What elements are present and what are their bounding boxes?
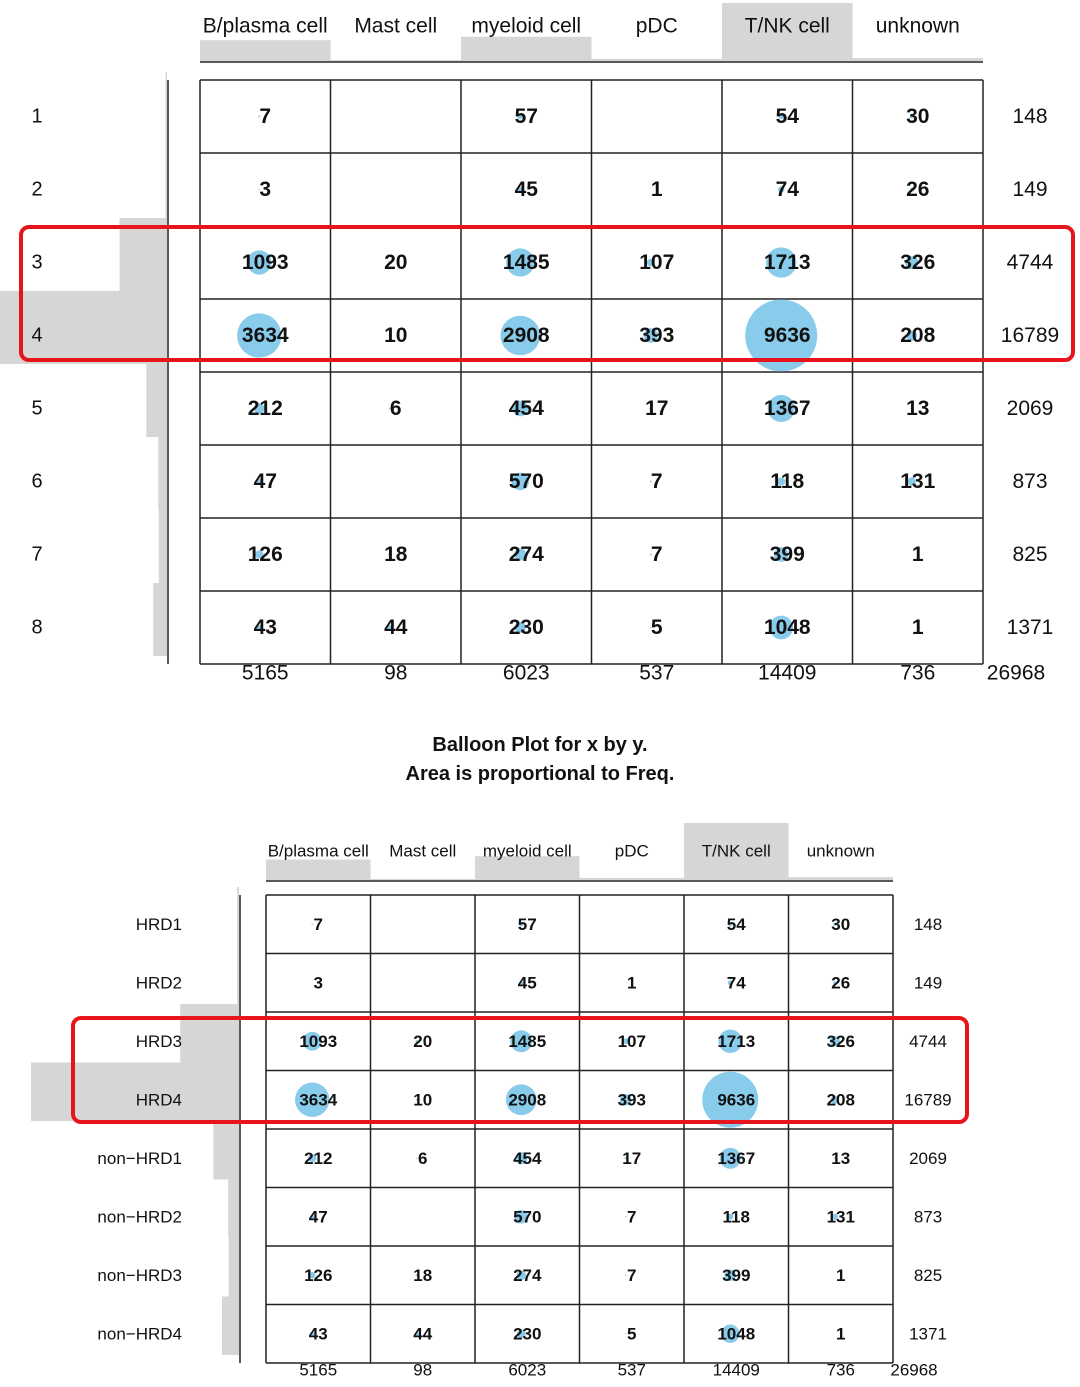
cell-value: 13 [906, 397, 930, 420]
row-total: 825 [1012, 543, 1048, 566]
column-margin-bar [200, 40, 331, 61]
row-margin-bar [237, 887, 239, 946]
cell-value: 17 [622, 1148, 642, 1168]
row-label: 1 [31, 105, 43, 128]
column-total: 5165 [299, 1360, 338, 1380]
column-label: unknown [875, 14, 960, 38]
row-total: 16789 [904, 1090, 952, 1110]
column-label: T/NK cell [701, 841, 771, 861]
column-label: unknown [806, 841, 875, 861]
cell-value: 208 [826, 1090, 855, 1110]
grand-total: 26968 [986, 661, 1046, 685]
row-label: non−HRD4 [97, 1324, 182, 1344]
cell-value: 1048 [717, 1324, 756, 1344]
cell-value: 20 [384, 251, 408, 274]
cell-value: 54 [726, 914, 746, 934]
cell-value: 1 [836, 1324, 846, 1344]
cell-value: 13 [831, 1148, 851, 1168]
column-total: 6023 [508, 1360, 547, 1380]
cell-value: 2908 [502, 324, 550, 347]
row-total: 4744 [1006, 251, 1054, 274]
row-label: 6 [31, 470, 43, 493]
row-margin-bar [146, 364, 167, 437]
row-margin-bar [229, 1238, 239, 1297]
cell-value: 7 [313, 914, 323, 934]
cell-value: 3634 [241, 324, 289, 347]
row-label: 7 [31, 543, 43, 566]
column-margin-bar [266, 860, 371, 880]
cell-value: 126 [247, 543, 283, 566]
cell-value: 454 [513, 1148, 542, 1168]
column-total: 6023 [502, 661, 550, 685]
cell-value: 7 [627, 1265, 637, 1285]
cell-value: 18 [384, 543, 408, 566]
row-margin-bar [180, 1004, 239, 1063]
cell-value: 7 [650, 543, 663, 566]
cell-value: 2908 [508, 1090, 547, 1110]
column-label: Mast cell [354, 14, 438, 38]
cell-value: 54 [775, 105, 799, 128]
cell-value: 45 [514, 178, 538, 201]
cell-value: 1485 [502, 251, 550, 274]
column-label: pDC [635, 14, 678, 38]
cell-value: 570 [508, 470, 544, 493]
column-total: 537 [639, 661, 675, 685]
row-margin-bar [213, 1121, 239, 1180]
row-label: non−HRD2 [97, 1207, 182, 1227]
row-margin-bar [166, 72, 167, 145]
cell-value: 44 [413, 1324, 433, 1344]
balloon-plot-1 [0, 3, 1073, 685]
column-total: 98 [384, 661, 408, 685]
column-label: Mast cell [389, 841, 457, 861]
column-margin-bar [580, 878, 685, 880]
row-margin-bar [228, 1180, 239, 1239]
row-label: HRD2 [135, 973, 182, 993]
row-label: non−HRD3 [97, 1265, 182, 1285]
cell-value: 399 [769, 543, 805, 566]
cell-value: 57 [517, 914, 537, 934]
cell-value: 7 [259, 105, 272, 128]
row-label: 5 [31, 397, 43, 420]
cell-value: 17 [645, 397, 669, 420]
cell-value: 9636 [763, 324, 811, 347]
cell-value: 43 [308, 1324, 328, 1344]
row-margin-bar [153, 583, 167, 656]
cell-value: 1 [650, 178, 663, 201]
cell-value: 44 [384, 616, 408, 639]
cell-value: 18 [413, 1265, 433, 1285]
cell-value: 47 [253, 470, 277, 493]
cell-value: 1485 [508, 1031, 547, 1051]
row-total: 16789 [1000, 324, 1060, 347]
row-total: 873 [1012, 470, 1048, 493]
column-label: myeloid cell [482, 841, 572, 861]
row-margin-bar [222, 1297, 239, 1356]
row-label: 3 [31, 251, 43, 274]
cell-value: 118 [770, 470, 805, 493]
cell-value: 212 [304, 1148, 333, 1168]
cell-value: 10 [413, 1090, 433, 1110]
cell-value: 107 [639, 251, 675, 274]
cell-value: 454 [508, 397, 544, 420]
row-total: 1371 [1006, 616, 1054, 639]
cell-value: 5 [627, 1324, 637, 1344]
cell-value: 1367 [763, 397, 811, 420]
column-margin-bar [592, 59, 723, 61]
column-margin-bar [371, 879, 476, 880]
cell-value: 393 [639, 324, 675, 347]
cell-value: 26 [831, 973, 851, 993]
row-total: 148 [913, 914, 943, 934]
cell-value: 47 [308, 1207, 328, 1227]
column-total: 5165 [241, 661, 289, 685]
cell-value: 7 [627, 1207, 637, 1227]
row-total: 148 [1012, 105, 1048, 128]
row-total: 2069 [1006, 397, 1054, 420]
grand-total: 26968 [890, 1360, 938, 1380]
column-label: B/plasma cell [267, 841, 369, 861]
cell-value: 5 [650, 616, 663, 639]
column-label: pDC [614, 841, 649, 861]
cell-value: 20 [413, 1031, 433, 1051]
cell-value: 131 [900, 470, 936, 493]
column-label: B/plasma cell [202, 14, 328, 38]
cell-value: 326 [900, 251, 936, 274]
row-label: HRD1 [135, 914, 182, 934]
column-margin-bar [853, 58, 984, 61]
cell-value: 1713 [763, 251, 811, 274]
row-label: HRD3 [135, 1031, 182, 1051]
cell-value: 393 [617, 1090, 646, 1110]
cell-value: 45 [517, 973, 537, 993]
row-total: 149 [913, 973, 943, 993]
row-label: 4 [31, 324, 43, 347]
cell-value: 57 [514, 105, 538, 128]
row-total: 825 [913, 1265, 943, 1285]
cell-value: 10 [384, 324, 408, 347]
row-total: 873 [913, 1207, 943, 1227]
cell-value: 131 [826, 1207, 855, 1227]
cell-value: 1093 [299, 1031, 338, 1051]
cell-value: 6 [389, 397, 402, 420]
column-margin-bar [789, 877, 894, 880]
cell-value: 1048 [763, 616, 811, 639]
row-margin-bar [158, 437, 167, 510]
cell-value: 74 [726, 973, 746, 993]
cell-value: 399 [722, 1265, 751, 1285]
row-total: 1371 [909, 1324, 947, 1344]
cell-value: 3634 [299, 1090, 338, 1110]
plot-title-line-1: Balloon Plot for x by y. [432, 734, 648, 756]
row-label: non−HRD1 [97, 1148, 182, 1168]
column-total: 736 [826, 1360, 855, 1380]
cell-value: 30 [831, 914, 851, 934]
column-label: T/NK cell [744, 14, 830, 38]
row-label: 8 [31, 616, 43, 639]
column-total: 14409 [712, 1360, 760, 1380]
plot-title-line-2: Area is proportional to Freq. [405, 763, 675, 785]
row-margin-bar [0, 291, 167, 364]
balloon-plot-2 [31, 823, 967, 1380]
cell-value: 274 [508, 543, 544, 566]
cell-value: 9636 [717, 1090, 756, 1110]
row-margin-bar [166, 145, 167, 218]
row-margin-bar [159, 510, 167, 583]
row-margin-bar [237, 946, 239, 1005]
cell-value: 7 [650, 470, 663, 493]
column-total: 537 [617, 1360, 646, 1380]
cell-value: 212 [247, 397, 283, 420]
row-total: 2069 [909, 1148, 947, 1168]
row-total: 4744 [909, 1031, 947, 1051]
row-label: HRD4 [135, 1090, 182, 1110]
cell-value: 43 [253, 616, 277, 639]
cell-value: 3 [313, 973, 323, 993]
column-margin-bar [461, 37, 592, 61]
cell-value: 118 [722, 1207, 750, 1227]
column-total: 14409 [758, 661, 817, 685]
column-margin-bar [331, 60, 462, 61]
cell-value: 1 [911, 543, 924, 566]
cell-value: 1093 [241, 251, 289, 274]
cell-value: 74 [775, 178, 799, 201]
column-total: 98 [413, 1360, 433, 1380]
cell-value: 3 [259, 178, 272, 201]
cell-value: 274 [513, 1265, 542, 1285]
row-label: 2 [31, 178, 43, 201]
cell-value: 230 [513, 1324, 542, 1344]
cell-value: 570 [513, 1207, 542, 1227]
cell-value: 6 [418, 1148, 428, 1168]
cell-value: 208 [900, 324, 936, 347]
cell-value: 107 [617, 1031, 646, 1051]
cell-value: 326 [826, 1031, 855, 1051]
cell-value: 1 [911, 616, 924, 639]
row-total: 149 [1012, 178, 1048, 201]
cell-value: 1 [836, 1265, 846, 1285]
column-label: myeloid cell [471, 14, 582, 38]
cell-value: 230 [508, 616, 544, 639]
cell-value: 1713 [717, 1031, 756, 1051]
cell-value: 126 [304, 1265, 333, 1285]
cell-value: 1 [627, 973, 637, 993]
cell-value: 26 [906, 178, 930, 201]
cell-value: 1367 [717, 1148, 756, 1168]
column-total: 736 [900, 661, 936, 685]
cell-value: 30 [906, 105, 930, 128]
